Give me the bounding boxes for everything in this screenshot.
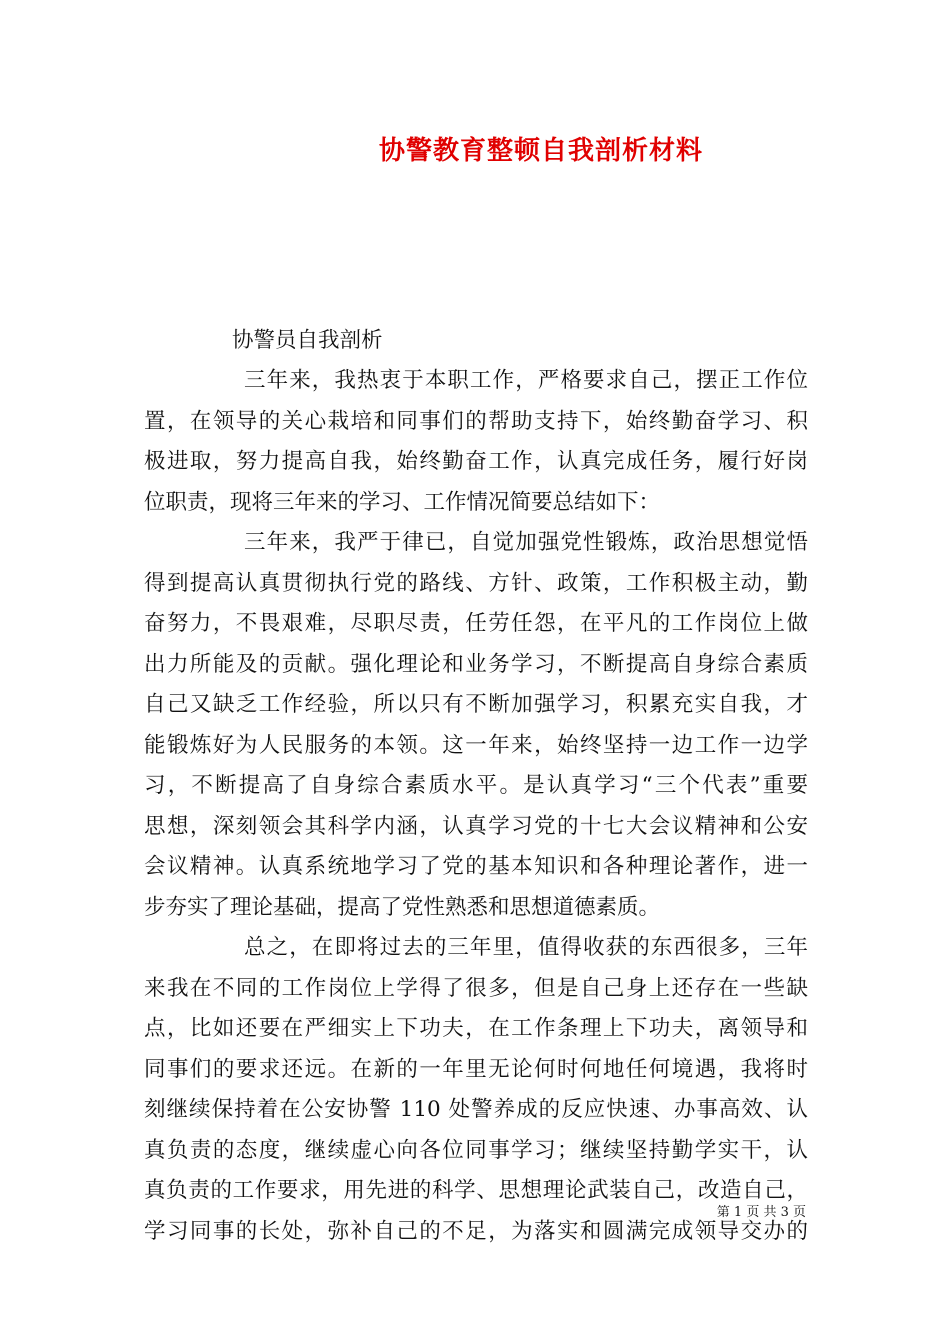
body-line: 真负责的态度，继续虚心向各位同事学习；继续坚持勤学实干，认 [144,1137,808,1163]
body-line: 思想，深刻领会其科学内涵，认真学习党的十七大会议精神和公安 [144,813,808,839]
body-line: 真负责的工作要求，用先进的科学、思想理论武装自己，改造自己， [144,1178,808,1203]
body-line: 会议精神。认真系统地学习了党的基本知识和各种理论著作，进一 [144,854,808,879]
body-line: 置，在领导的关心栽培和同事们的帮助支持下，始终勤奋学习、积 [144,408,808,434]
body-line: 点，比如还要在严细实上下功夫，在工作条理上下功夫，离领导和 [144,1016,808,1041]
body-line: 学习同事的长处，弥补自己的不足，为落实和圆满完成领导交办的 [144,1218,808,1244]
body-line: 能锻炼好为人民服务的本领。这一年来，始终坚持一边工作一边学 [144,732,808,758]
body-line: 三年来，我热衷于本职工作，严格要求自己，摆正工作位 [244,368,808,393]
body-line: 总之，在即将过去的三年里，值得收获的东西很多，三年 [244,935,808,960]
body-line: 位职责，现将三年来的学习、工作情况简要总结如下： [144,489,661,515]
body-line: 三年来，我严于律已，自觉加强党性锻炼，政治思想觉悟 [244,530,808,555]
body-line: 刻继续保持着在公安协警 110 处警养成的反应快速、办事高效、认 [144,1097,808,1122]
body-line: 得到提高认真贯彻执行党的路线、方针、政策，工作积极主动，勤 [144,570,808,596]
body-line: 极进取，努力提高自我，始终勤奋工作，认真完成任务，履行好岗 [144,449,808,474]
body-line: 步夯实了理论基础，提高了党性熟悉和思想道德素质。 [144,894,661,920]
body-line: 来我在不同的工作岗位上学得了很多，但是自己身上还存在一些缺 [144,975,808,1001]
body-line: 自己又缺乏工作经验，所以只有不断加强学习，积累充实自我，才 [144,692,808,717]
body-line: 习，不断提高了自身综合素质水平。是认真学习“三个代表”重要 [144,773,808,798]
document-title: 协警教育整顿自我剖析材料 [378,136,703,166]
body-line: 奋努力，不畏艰难，尽职尽责，任劳任怨，在平凡的工作岗位上做 [144,611,808,636]
body-line: 同事们的要求还远。在新的一年里无论何时何地任何境遇，我将时 [144,1056,808,1082]
section-subheading: 协警员自我剖析 [232,328,383,353]
body-text [144,361,808,1252]
page-footer: 第 1 页 共 3 页 [716,1205,806,1220]
body-line: 出力所能及的贡献。强化理论和业务学习，不断提高自身综合素质 [144,651,808,677]
